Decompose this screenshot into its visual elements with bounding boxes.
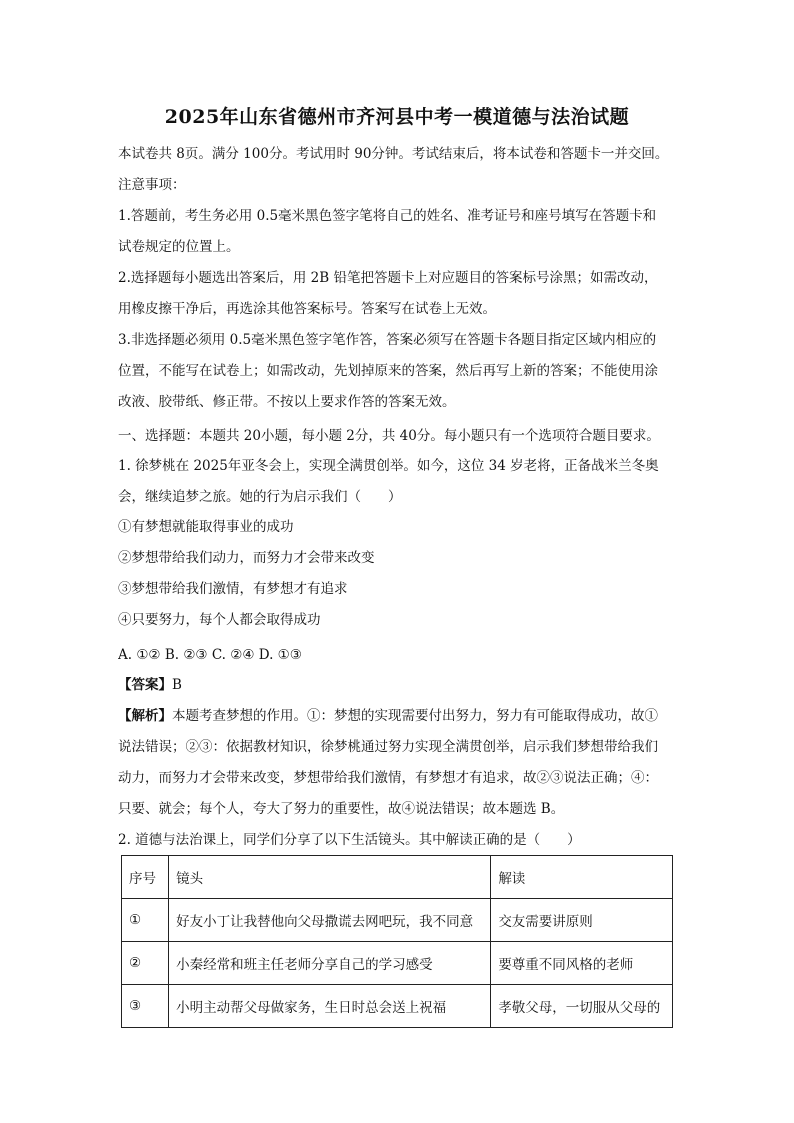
notice-line: 3.非选择题必须用 0.5毫米黑色签字笔作答，答案必须写在答题卡各题目指定区域内相应的: [118, 332, 657, 348]
notice-line: 试卷规定的位置上。: [118, 239, 240, 255]
q2-table: [121, 855, 673, 1028]
q1-statement: ①有梦想就能取得事业的成功: [118, 519, 294, 535]
notice-line: 位置，不能写在试卷上；如需改动，先划掉原来的答案，然后再写上新的答案；不能使用涂: [118, 363, 658, 379]
table-header-cell: 解读: [491, 856, 673, 899]
analysis-label: 【解析】: [118, 708, 172, 724]
analysis-text: 本题考查梦想的作用。①：梦想的实现需要付出努力，努力有可能取得成功，故①: [172, 708, 658, 724]
table-cell: 孝敬父母，一切服从父母的: [491, 985, 673, 1028]
answer-label: 【答案】: [118, 677, 172, 693]
notice-line: 用橡皮擦干净后，再选涂其他答案标号。答案写在试卷上无效。: [118, 301, 496, 317]
q2-stem: 2. 道德与法治课上，同学们分享了以下生活镜头。其中解读正确的是（ ）: [118, 832, 581, 848]
table-cell: 小秦经常和班主任老师分享自己的学习感受: [169, 942, 491, 985]
notice-line: 改液、胶带纸、修正带。不按以上要求作答的答案无效。: [118, 394, 456, 410]
q1-stem-line: 1. 徐梦桃在 2025年亚冬会上，实现全满贯创举。如今，这位 34 岁老将，正备战米兰冬奥: [118, 458, 659, 474]
q1-stem-line: 会，继续追梦之旅。她的行为启示我们（ ）: [118, 489, 402, 505]
table-cell: ②: [122, 942, 169, 985]
page-title: 2025年山东省德州市齐河县中考一模道德与法治试题: [164, 106, 630, 128]
table-cell: 小明主动帮父母做家务，生日时总会送上祝福: [169, 985, 491, 1028]
q1-statement: ③梦想带给我们激情，有梦想才有追求: [118, 581, 348, 597]
q1-analysis-line: 说法错误；②③：依据教材知识，徐梦桃通过努力实现全满贯创举，启示我们梦想带给我们: [118, 739, 658, 755]
table-header-row: [122, 856, 673, 899]
section-heading: 一、选择题：本题共 20小题，每小题 2分，共 40分。每小题只有一个选项符合题目要求。: [118, 428, 660, 444]
table-cell: ③: [122, 985, 169, 1028]
q1-answer: [118, 675, 683, 695]
table-cell: ①: [122, 899, 169, 942]
table-row: [122, 942, 673, 985]
q1-statement: ④只要努力，每个人都会取得成功: [118, 612, 321, 628]
table-cell: 好友小丁让我替他向父母撒谎去网吧玩，我不同意: [169, 899, 491, 942]
notice-heading: 注意事项：: [118, 177, 186, 193]
answer-value: B: [172, 677, 182, 693]
table-header-cell: 序号: [122, 856, 169, 899]
q1-analysis-line: 动力，而努力才会带来改变，梦想带给我们激情，有梦想才有追求，故②③说法正确；④：: [118, 770, 658, 786]
q1-analysis-line: 只要、就会；每个人，夸大了努力的重要性，故④说法错误；故本题选 B。: [118, 801, 565, 817]
table-cell: 要尊重不同风格的老师: [491, 942, 673, 985]
notice-line: 1.答题前，考生务必用 0.5毫米黑色签字笔将自己的姓名、准考证号和座号填写在答题卡和: [118, 208, 657, 224]
table-header-cell: 镜头: [169, 856, 491, 899]
intro-text: 本试卷共 8页。满分 100分。考试用时 90分钟。考试结束后，将本试卷和答题卡一并交回。: [118, 146, 669, 162]
q1-options: A. ①② B. ②③ C. ②④ D. ①③: [118, 647, 302, 663]
table-row: [122, 899, 673, 942]
notice-line: 2.选择题每小题选出答案后，用 2B 铅笔把答题卡上对应题目的答案标号涂黑；如需改动，: [118, 270, 658, 286]
q1-analysis-line: [118, 706, 683, 726]
q1-statement: ②梦想带给我们动力，而努力才会带来改变: [118, 550, 375, 566]
table-row: [122, 985, 673, 1028]
table-cell: 交友需要讲原则: [491, 899, 673, 942]
